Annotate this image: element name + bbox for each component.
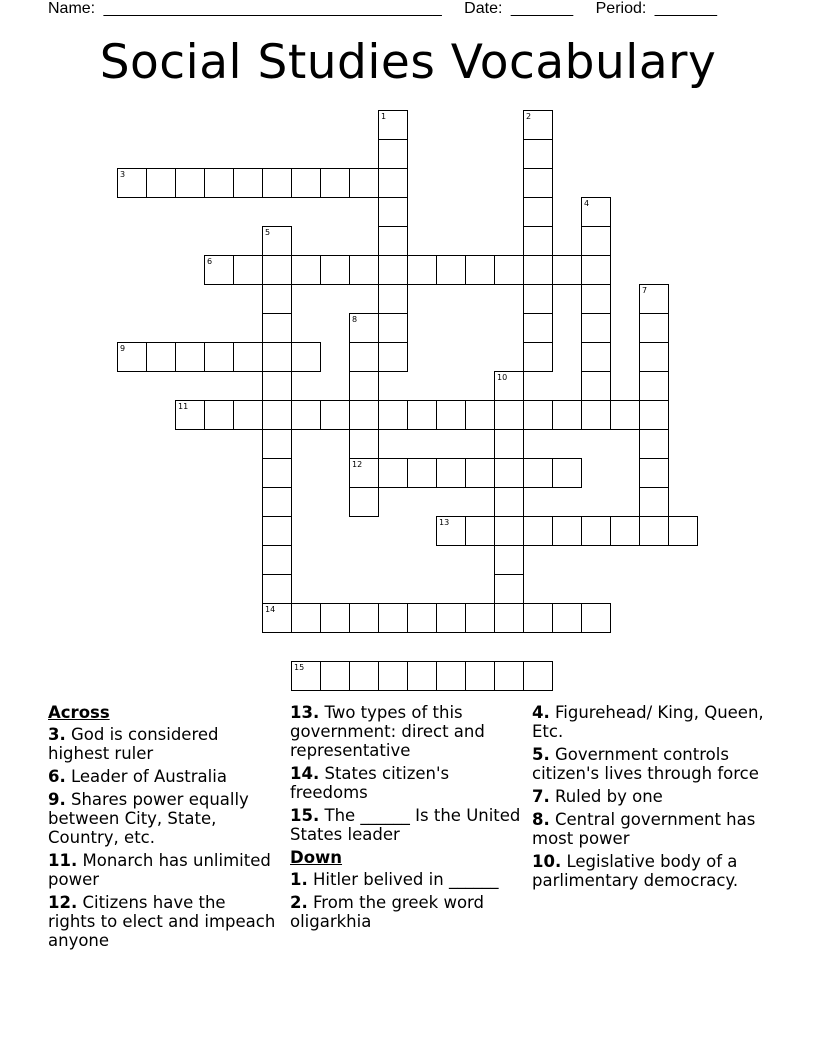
clue-number: 8. bbox=[532, 810, 550, 829]
grid-cell[interactable] bbox=[262, 487, 292, 517]
clue-text: Monarch has unlimited power bbox=[48, 851, 271, 889]
clue-number: 9. bbox=[48, 790, 66, 809]
grid-cell[interactable] bbox=[523, 110, 553, 140]
grid-cell[interactable] bbox=[436, 458, 466, 488]
cell-number: 12 bbox=[352, 460, 363, 469]
clues-column-2 bbox=[290, 703, 525, 935]
grid-cell[interactable] bbox=[262, 574, 292, 604]
clue-down-7 bbox=[532, 787, 767, 806]
grid-cell[interactable] bbox=[581, 226, 611, 256]
clue-text: Figurehead/ King, Queen, Etc. bbox=[532, 703, 764, 741]
clue-text: Leader of Australia bbox=[71, 767, 227, 786]
grid-cell[interactable] bbox=[175, 342, 205, 372]
grid-cell[interactable] bbox=[581, 603, 611, 633]
grid-cell[interactable] bbox=[262, 284, 292, 314]
grid-cell[interactable] bbox=[204, 400, 234, 430]
period-blank[interactable]: _______ bbox=[654, 0, 718, 17]
clue-across-13 bbox=[290, 703, 525, 760]
date-label: Date: bbox=[464, 0, 503, 17]
clue-text: God is considered highest ruler bbox=[48, 725, 219, 763]
grid-cell[interactable] bbox=[349, 168, 379, 198]
grid-cell[interactable] bbox=[175, 400, 205, 430]
period-label: Period: bbox=[595, 0, 647, 17]
grid-cell[interactable] bbox=[233, 168, 263, 198]
grid-cell[interactable] bbox=[320, 168, 350, 198]
grid-cell[interactable] bbox=[349, 400, 379, 430]
clue-across-15 bbox=[290, 806, 525, 844]
grid-cell[interactable] bbox=[349, 458, 379, 488]
grid-cell[interactable] bbox=[378, 226, 408, 256]
grid-cell[interactable] bbox=[436, 400, 466, 430]
grid-cell[interactable] bbox=[233, 342, 263, 372]
grid-cell[interactable] bbox=[523, 603, 553, 633]
grid-cell[interactable] bbox=[494, 371, 524, 401]
grid-cell[interactable] bbox=[349, 603, 379, 633]
clue-number: 5. bbox=[532, 745, 550, 764]
grid-cell[interactable] bbox=[320, 603, 350, 633]
clue-number: 10. bbox=[532, 852, 562, 871]
grid-cell[interactable] bbox=[291, 342, 321, 372]
grid-cell[interactable] bbox=[349, 255, 379, 285]
grid-cell[interactable] bbox=[262, 603, 292, 633]
grid-cell[interactable] bbox=[552, 516, 582, 546]
grid-cell[interactable] bbox=[465, 603, 495, 633]
grid-cell[interactable] bbox=[262, 342, 292, 372]
clue-down-4 bbox=[532, 703, 767, 741]
grid-cell[interactable] bbox=[262, 371, 292, 401]
grid-cell[interactable] bbox=[117, 168, 147, 198]
clue-number: 1. bbox=[290, 870, 308, 889]
grid-cell[interactable] bbox=[204, 342, 234, 372]
grid-cell[interactable] bbox=[320, 255, 350, 285]
grid-cell[interactable] bbox=[436, 661, 466, 691]
cell-number: 8 bbox=[352, 315, 358, 324]
grid-cell[interactable] bbox=[581, 400, 611, 430]
grid-cell[interactable] bbox=[175, 168, 205, 198]
grid-cell[interactable] bbox=[378, 168, 408, 198]
grid-cell[interactable] bbox=[581, 516, 611, 546]
clue-across-12 bbox=[48, 893, 278, 950]
grid-cell[interactable] bbox=[407, 661, 437, 691]
cell-number: 15 bbox=[294, 663, 305, 672]
grid-cell[interactable] bbox=[378, 255, 408, 285]
grid-cell[interactable] bbox=[262, 429, 292, 459]
grid-cell[interactable] bbox=[523, 168, 553, 198]
grid-cell[interactable] bbox=[494, 429, 524, 459]
grid-cell[interactable] bbox=[494, 400, 524, 430]
grid-cell[interactable] bbox=[349, 429, 379, 459]
grid-cell[interactable] bbox=[552, 603, 582, 633]
grid-cell[interactable] bbox=[465, 661, 495, 691]
clue-text: Legislative body of a parlimentary democracy. bbox=[532, 852, 739, 890]
clue-number: 6. bbox=[48, 767, 66, 786]
grid-cell[interactable] bbox=[494, 574, 524, 604]
clue-text: Government controls citizen's lives through force bbox=[532, 745, 759, 783]
grid-cell[interactable] bbox=[262, 545, 292, 575]
cell-number: 5 bbox=[265, 228, 271, 237]
grid-cell[interactable] bbox=[581, 342, 611, 372]
clue-across-14 bbox=[290, 764, 525, 802]
grid-cell[interactable] bbox=[610, 400, 640, 430]
grid-cell[interactable] bbox=[436, 603, 466, 633]
clue-number: 11. bbox=[48, 851, 78, 870]
grid-cell[interactable] bbox=[494, 661, 524, 691]
grid-cell[interactable] bbox=[349, 487, 379, 517]
clue-number: 12. bbox=[48, 893, 78, 912]
grid-cell[interactable] bbox=[639, 371, 669, 401]
clue-down-1 bbox=[290, 870, 525, 889]
grid-cell[interactable] bbox=[494, 487, 524, 517]
clue-number: 4. bbox=[532, 703, 550, 722]
grid-cell[interactable] bbox=[262, 168, 292, 198]
grid-cell[interactable] bbox=[407, 458, 437, 488]
clue-across-11 bbox=[48, 851, 278, 889]
worksheet-title: Social Studies Vocabulary bbox=[99, 35, 717, 90]
grid-cell[interactable] bbox=[523, 313, 553, 343]
clue-text: Hitler belived in ______ bbox=[313, 870, 499, 889]
grid-cell[interactable] bbox=[581, 313, 611, 343]
clue-down-2 bbox=[290, 893, 525, 931]
grid-cell[interactable] bbox=[204, 255, 234, 285]
grid-cell[interactable] bbox=[523, 400, 553, 430]
grid-cell[interactable] bbox=[117, 342, 147, 372]
grid-cell[interactable] bbox=[494, 458, 524, 488]
clue-text: Two types of this government: direct and representative bbox=[290, 703, 485, 760]
student-info-line bbox=[48, 0, 788, 20]
grid-cell[interactable] bbox=[378, 603, 408, 633]
grid-cell[interactable] bbox=[204, 168, 234, 198]
cell-number: 13 bbox=[439, 518, 450, 527]
grid-cell[interactable] bbox=[291, 400, 321, 430]
grid-cell[interactable] bbox=[349, 661, 379, 691]
clue-text: Shares power equally between City, State, Country, etc. bbox=[48, 790, 249, 847]
cell-number: 3 bbox=[120, 170, 126, 179]
grid-cell[interactable] bbox=[291, 255, 321, 285]
grid-cell[interactable] bbox=[494, 255, 524, 285]
grid-cell[interactable] bbox=[639, 487, 669, 517]
grid-cell[interactable] bbox=[523, 197, 553, 227]
grid-cell[interactable] bbox=[436, 516, 466, 546]
clue-number: 15. bbox=[290, 806, 320, 825]
clue-number: 3. bbox=[48, 725, 66, 744]
grid-cell[interactable] bbox=[639, 400, 669, 430]
grid-cell[interactable] bbox=[523, 342, 553, 372]
grid-cell[interactable] bbox=[465, 400, 495, 430]
name-label: Name: bbox=[48, 0, 96, 17]
grid-cell[interactable] bbox=[320, 661, 350, 691]
grid-cell[interactable] bbox=[494, 603, 524, 633]
grid-cell[interactable] bbox=[407, 400, 437, 430]
clue-number: 7. bbox=[532, 787, 550, 806]
grid-cell[interactable] bbox=[262, 226, 292, 256]
grid-cell[interactable] bbox=[523, 139, 553, 169]
grid-cell[interactable] bbox=[552, 255, 582, 285]
cell-number: 6 bbox=[207, 257, 213, 266]
clue-text: States citizen's freedoms bbox=[290, 764, 450, 802]
date-blank[interactable]: _______ bbox=[510, 0, 574, 17]
grid-cell[interactable] bbox=[407, 255, 437, 285]
grid-cell[interactable] bbox=[378, 661, 408, 691]
clue-text: Citizens have the rights to elect and impeach anyone bbox=[48, 893, 276, 950]
clue-number: 14. bbox=[290, 764, 320, 783]
grid-cell[interactable] bbox=[291, 603, 321, 633]
grid-cell[interactable] bbox=[378, 458, 408, 488]
grid-cell[interactable] bbox=[581, 197, 611, 227]
cell-number: 1 bbox=[381, 112, 387, 121]
grid-cell[interactable] bbox=[639, 342, 669, 372]
clue-across-3 bbox=[48, 725, 278, 763]
grid-cell[interactable] bbox=[523, 516, 553, 546]
grid-cell[interactable] bbox=[233, 400, 263, 430]
grid-cell[interactable] bbox=[523, 458, 553, 488]
grid-cell[interactable] bbox=[581, 371, 611, 401]
grid-cell[interactable] bbox=[262, 516, 292, 546]
clue-text: Central government has most power bbox=[532, 810, 756, 848]
grid-cell[interactable] bbox=[581, 284, 611, 314]
across-heading: Across bbox=[48, 703, 110, 722]
clue-number: 2. bbox=[290, 893, 308, 912]
grid-cell[interactable] bbox=[378, 284, 408, 314]
clue-across-6 bbox=[48, 767, 278, 786]
cell-number: 7 bbox=[642, 286, 648, 295]
grid-cell[interactable] bbox=[349, 313, 379, 343]
grid-cell[interactable] bbox=[378, 342, 408, 372]
grid-cell[interactable] bbox=[146, 168, 176, 198]
grid-cell[interactable] bbox=[349, 342, 379, 372]
grid-cell[interactable] bbox=[465, 458, 495, 488]
grid-cell[interactable] bbox=[407, 603, 437, 633]
grid-cell[interactable] bbox=[523, 255, 553, 285]
grid-cell[interactable] bbox=[465, 255, 495, 285]
grid-cell[interactable] bbox=[523, 661, 553, 691]
grid-cell[interactable] bbox=[523, 226, 553, 256]
grid-cell[interactable] bbox=[320, 400, 350, 430]
grid-cell[interactable] bbox=[465, 516, 495, 546]
grid-cell[interactable] bbox=[610, 516, 640, 546]
grid-cell[interactable] bbox=[378, 110, 408, 140]
grid-cell[interactable] bbox=[262, 400, 292, 430]
grid-cell[interactable] bbox=[494, 545, 524, 575]
clue-number: 13. bbox=[290, 703, 320, 722]
grid-cell[interactable] bbox=[262, 313, 292, 343]
grid-cell[interactable] bbox=[552, 400, 582, 430]
grid-cell[interactable] bbox=[378, 313, 408, 343]
cell-number: 10 bbox=[497, 373, 508, 382]
grid-cell[interactable] bbox=[494, 516, 524, 546]
clue-text: The ______ Is the United States leader bbox=[290, 806, 521, 844]
cell-number: 2 bbox=[526, 112, 532, 121]
grid-cell[interactable] bbox=[668, 516, 698, 546]
grid-cell[interactable] bbox=[262, 255, 292, 285]
grid-cell[interactable] bbox=[233, 255, 263, 285]
cell-number: 11 bbox=[178, 402, 189, 411]
clue-down-5 bbox=[532, 745, 767, 783]
grid-cell[interactable] bbox=[552, 458, 582, 488]
grid-cell[interactable] bbox=[378, 400, 408, 430]
grid-cell[interactable] bbox=[436, 255, 466, 285]
cell-number: 9 bbox=[120, 344, 126, 353]
grid-cell[interactable] bbox=[378, 139, 408, 169]
grid-cell[interactable] bbox=[146, 342, 176, 372]
clue-across-9 bbox=[48, 790, 278, 847]
clue-text: From the greek word oligarkhia bbox=[290, 893, 485, 931]
grid-cell[interactable] bbox=[291, 168, 321, 198]
clue-down-10 bbox=[532, 852, 767, 890]
cell-number: 4 bbox=[584, 199, 590, 208]
name-blank[interactable]: ______________________________________ bbox=[103, 0, 442, 17]
cell-number: 14 bbox=[265, 605, 276, 614]
grid-cell[interactable] bbox=[349, 371, 379, 401]
grid-cell[interactable] bbox=[639, 516, 669, 546]
clues-column-1 bbox=[48, 703, 278, 954]
grid-cell[interactable] bbox=[523, 284, 553, 314]
grid-cell[interactable] bbox=[639, 284, 669, 314]
clue-text: Ruled by one bbox=[555, 787, 663, 806]
clue-down-8 bbox=[532, 810, 767, 848]
grid-cell[interactable] bbox=[639, 458, 669, 488]
grid-cell[interactable] bbox=[581, 255, 611, 285]
grid-cell[interactable] bbox=[378, 197, 408, 227]
grid-cell[interactable] bbox=[262, 458, 292, 488]
grid-cell[interactable] bbox=[639, 429, 669, 459]
clues-column-3 bbox=[532, 703, 767, 894]
grid-cell[interactable] bbox=[291, 661, 321, 691]
grid-cell[interactable] bbox=[639, 313, 669, 343]
down-heading: Down bbox=[290, 848, 343, 867]
